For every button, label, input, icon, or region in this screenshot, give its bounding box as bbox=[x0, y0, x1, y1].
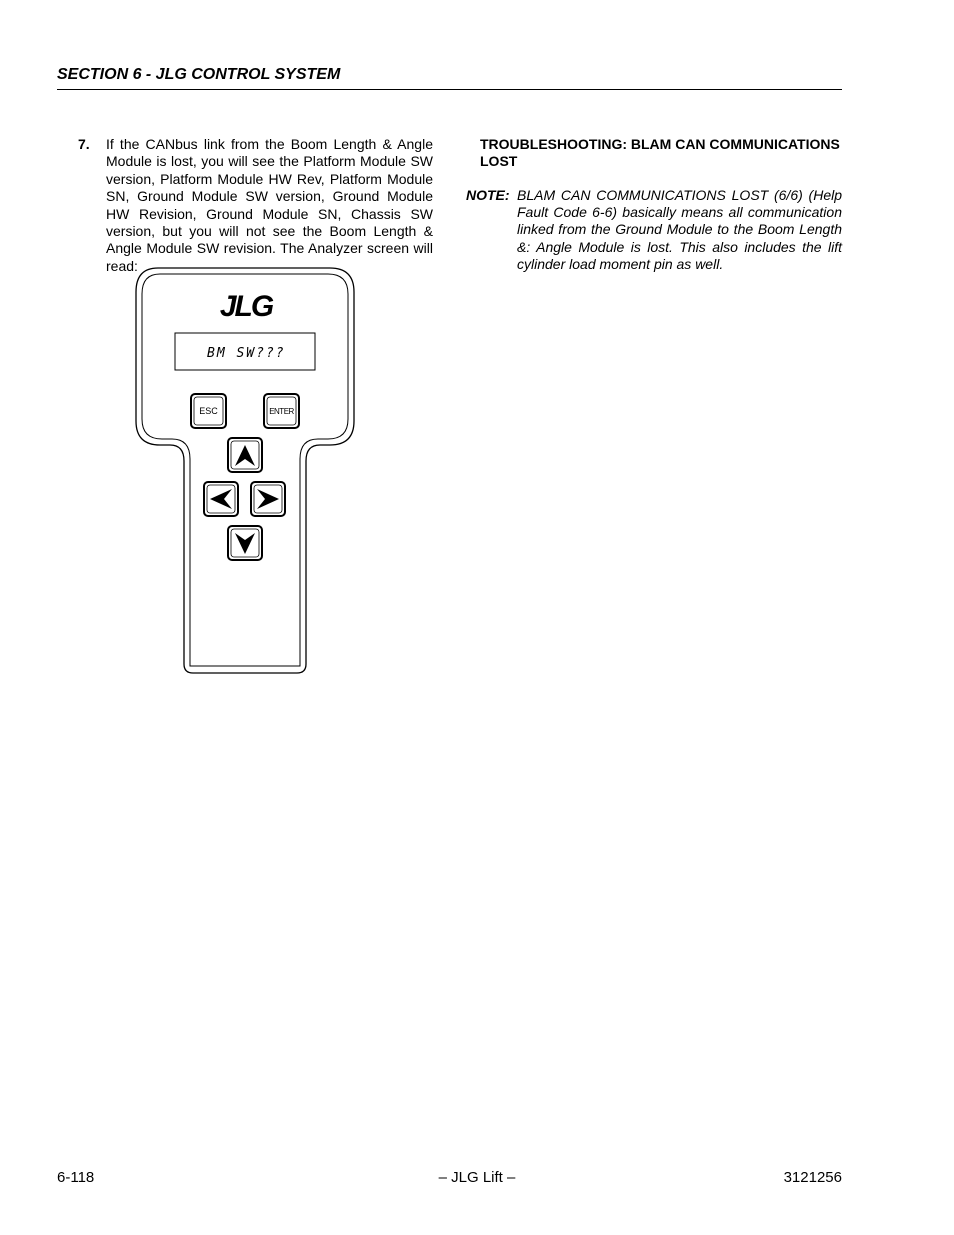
section-title: SECTION 6 - JLG CONTROL SYSTEM bbox=[57, 66, 341, 83]
note-block bbox=[466, 187, 842, 273]
arrow-down-button[interactable] bbox=[228, 526, 262, 560]
enter-label: ENTER bbox=[269, 407, 294, 416]
analyzer-illustration bbox=[134, 266, 356, 676]
note-label: NOTE: bbox=[466, 187, 510, 203]
arrow-up-button[interactable] bbox=[228, 438, 262, 472]
document-number: 3121256 bbox=[783, 1169, 842, 1186]
troubleshooting-heading: TROUBLESHOOTING: BLAM CAN COMMUNICATIONS LOST bbox=[480, 136, 840, 169]
header-divider bbox=[57, 89, 842, 90]
esc-button[interactable] bbox=[191, 394, 226, 428]
jlg-logo: JLG bbox=[219, 290, 273, 323]
arrow-right-button[interactable] bbox=[251, 482, 285, 516]
step-number: 7. bbox=[78, 136, 90, 152]
esc-label: ESC bbox=[199, 406, 218, 416]
page-number: 6-118 bbox=[57, 1169, 95, 1186]
display-text: BM SW??? bbox=[207, 346, 286, 361]
step-7 bbox=[78, 136, 433, 275]
step-text: If the CANbus link from the Boom Length & Angle Module is lost, you will see the Platform Module SW version, Platform Module HW Rev, Platform Module SN, Ground Module SW version, Ground Module HW Revision, Ground Module SN, Chassis SW version, but you will not see the Boom Length & Angle Module SW revision. The Analyzer screen will read: bbox=[106, 136, 433, 274]
note-text: BLAM CAN COMMUNICATIONS LOST (6/6) (Help Fault Code 6-6) basically means all communication linked from the Ground Module to the Boom Length &: Angle Module is lost. This also includes the lift cylinder load moment pin as well. bbox=[517, 187, 842, 272]
footer-center: – JLG Lift – bbox=[438, 1169, 516, 1186]
arrow-left-button[interactable] bbox=[204, 482, 238, 516]
enter-button[interactable] bbox=[264, 394, 299, 428]
